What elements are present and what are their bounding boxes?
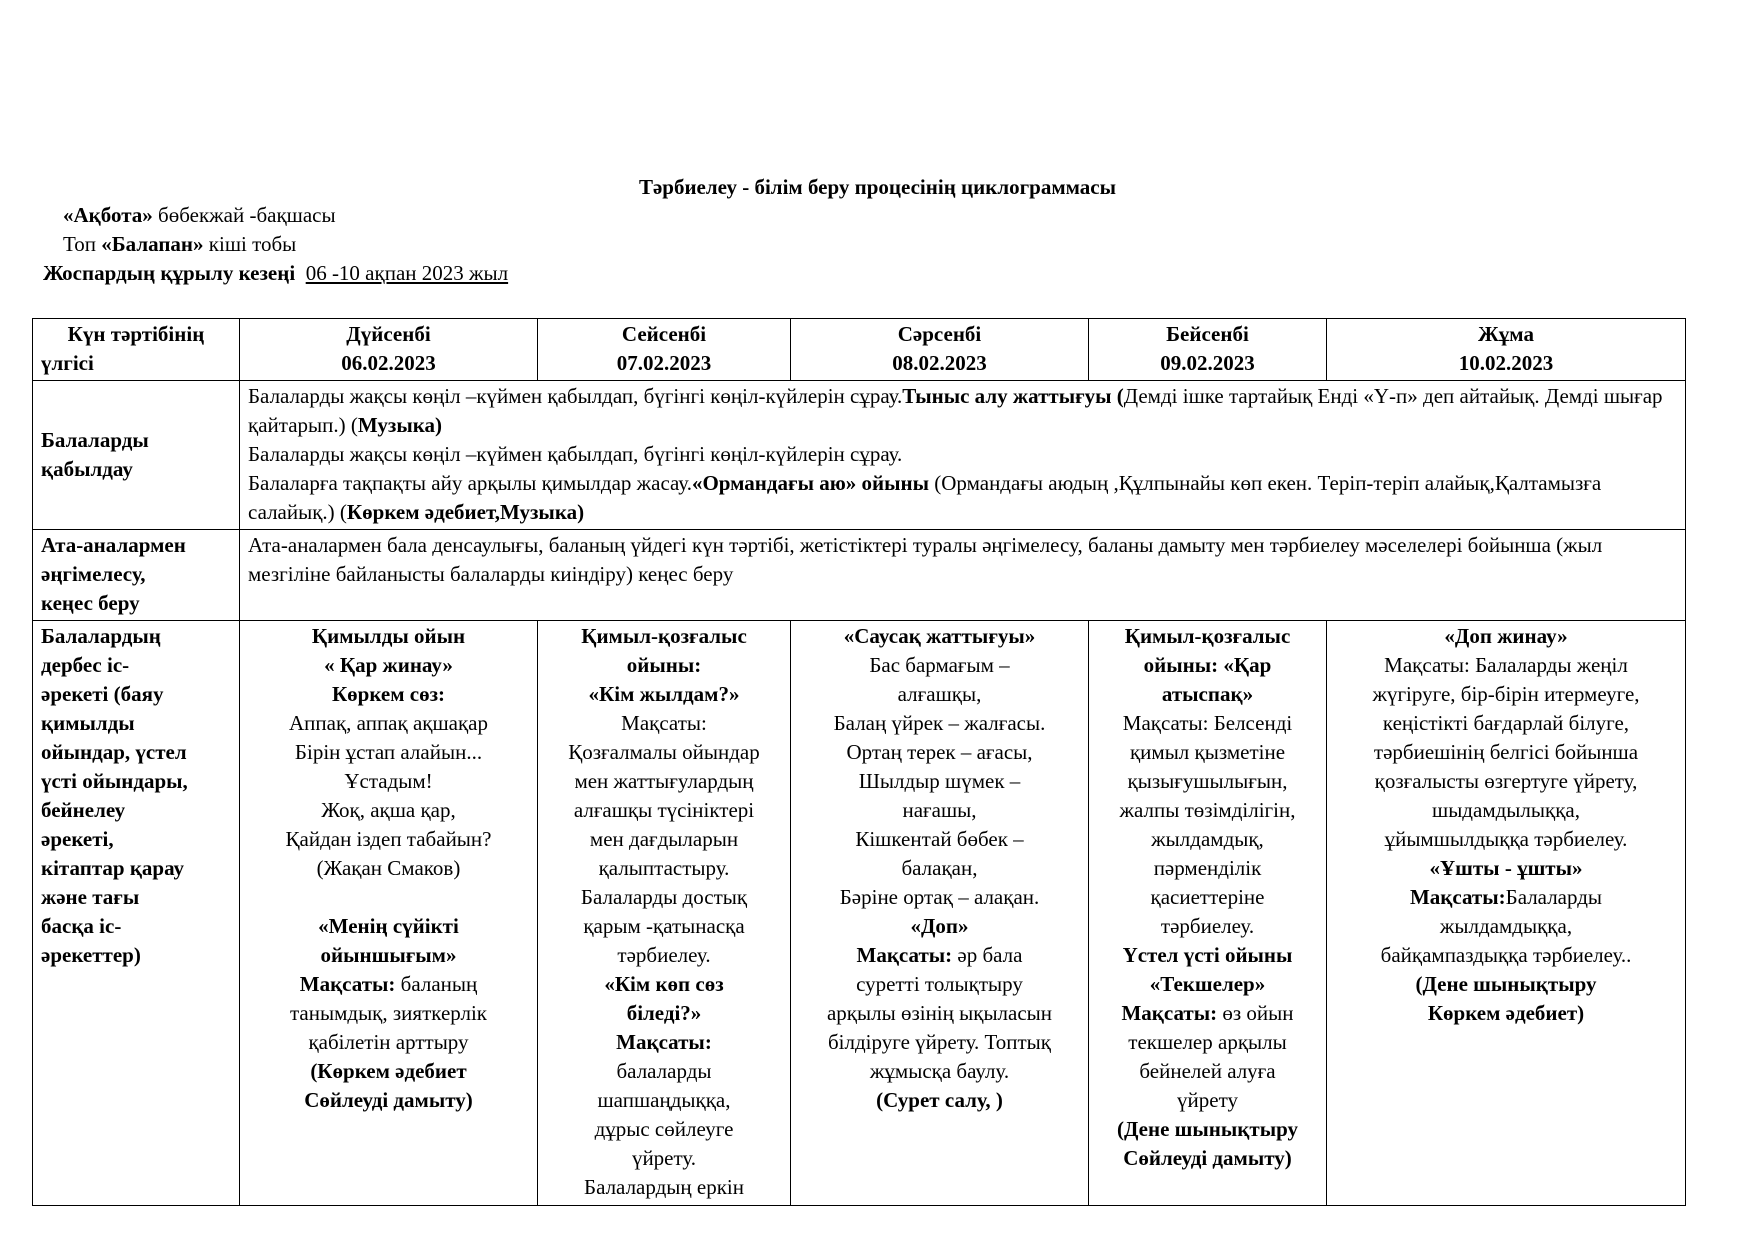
subject-area: (Дене шынықтыру bbox=[1116, 1117, 1299, 1141]
subject-area: (Дене шынықтыру bbox=[1415, 972, 1597, 996]
goal-label: Мақсаты: bbox=[856, 943, 953, 967]
kindergarten-suffix: бөбекжай -бақшасы bbox=[152, 203, 336, 227]
text-line: ұйымшылдыққа тәрбиелеу. bbox=[1384, 827, 1628, 851]
subject-area: Сөйлеуді дамыту) bbox=[1123, 1146, 1292, 1170]
text-line: Қозғалмалы ойындар bbox=[568, 740, 760, 764]
activities-thursday bbox=[1089, 621, 1327, 1206]
poem-line: Кішкентай бөбек – bbox=[855, 827, 1024, 851]
goal-label: Мақсаты: bbox=[616, 1030, 712, 1054]
group-suffix: кіші тобы bbox=[203, 232, 297, 256]
poem-line: Бірін ұстап алайын... bbox=[294, 740, 483, 764]
activity-title: «Доп» bbox=[910, 914, 969, 938]
text-line: қозғалысты өзгертуге үйрету, bbox=[1374, 769, 1638, 793]
group-line bbox=[63, 232, 296, 257]
activities-row bbox=[33, 621, 1686, 1206]
row-head-line: қабылдау bbox=[41, 456, 133, 481]
poem-line: нағашы, bbox=[902, 798, 977, 822]
row-head-line: бейнелеу bbox=[41, 798, 126, 822]
subject-area: (Сурет салу, ) bbox=[876, 1088, 1003, 1112]
day-name: Жұма bbox=[1478, 322, 1534, 346]
parents-content bbox=[240, 530, 1686, 621]
goal-line: текшелер арқылы bbox=[1128, 1030, 1287, 1054]
row-head-line: әрекеттер) bbox=[41, 943, 141, 967]
text-line: қасиеттеріне bbox=[1150, 885, 1265, 909]
text-line: кеңістікті бағдарлай білуге, bbox=[1382, 711, 1630, 735]
goal-line: үйрету bbox=[1177, 1088, 1238, 1112]
parents-row-head bbox=[33, 530, 240, 621]
activities-wednesday bbox=[791, 621, 1089, 1206]
text-line: шапшаңдыққа, bbox=[597, 1088, 731, 1112]
goal-text: Балаларды bbox=[1505, 885, 1603, 909]
activity-title: ойыншығым» bbox=[320, 943, 457, 967]
reception-para-2: Балаларды жақсы көңіл –күймен қабылдап, бүгінгі көңіл-күйлерін сұрау. bbox=[248, 442, 903, 466]
text-line: қарым -қатынасқа bbox=[583, 914, 745, 938]
day-name: Бейсенбі bbox=[1166, 322, 1249, 346]
text-line: жылдамдық, bbox=[1151, 827, 1264, 851]
text-run: Балаларға тақпақты айу арқылы қимылдар жасау. bbox=[248, 471, 692, 495]
text-line: қалыптастыру. bbox=[598, 856, 730, 880]
day-date: 07.02.2023 bbox=[616, 351, 712, 375]
header-line: үлгісі bbox=[41, 351, 94, 375]
goal-text: баланың bbox=[395, 972, 478, 996]
text-run: Демді ішке тартайық Енді «Ү-п» деп айтайық. Демді шығар қайтарып.) ( bbox=[248, 384, 1663, 437]
goal-label: Мақсаты: bbox=[1409, 885, 1506, 909]
activity-title: атыспақ» bbox=[1161, 682, 1254, 706]
schedule-table bbox=[32, 318, 1686, 1206]
row-head-line: қимылды bbox=[41, 711, 135, 735]
text-line: Мақсаты: Балаларды жеңіл bbox=[1384, 653, 1628, 677]
text-line: қызығушылығын, bbox=[1127, 769, 1288, 793]
goal-line bbox=[799, 941, 1080, 970]
activity-title: Қимылды ойын bbox=[311, 624, 466, 648]
goal-line bbox=[248, 970, 529, 999]
reception-content bbox=[240, 381, 1686, 530]
activities-monday bbox=[240, 621, 538, 1206]
goal-line: бейнелей алуға bbox=[1139, 1059, 1276, 1083]
spacer bbox=[248, 883, 529, 912]
day-date: 09.02.2023 bbox=[1160, 351, 1255, 375]
row-head-line: әрекеті (баяу bbox=[41, 682, 164, 706]
activity-title: «Менің сүйікті bbox=[318, 914, 459, 938]
text-line: алғашқы түсініктері bbox=[573, 798, 755, 822]
group-prefix: Топ bbox=[63, 232, 102, 256]
header-schedule bbox=[33, 319, 240, 381]
day-date: 06.02.2023 bbox=[341, 351, 436, 375]
text-line: Мақсаты: bbox=[621, 711, 707, 735]
text-line: Мақсаты: Белсенді bbox=[1122, 711, 1293, 735]
row-head-line: Ата-аналармен bbox=[41, 533, 186, 557]
activity-title: Қимыл-қозғалыс bbox=[581, 624, 747, 648]
text-line: дұрыс сөйлеуге bbox=[594, 1117, 734, 1141]
poem-line: балақан, bbox=[901, 856, 978, 880]
text-line: балаларды bbox=[616, 1059, 712, 1083]
poem-line: Бәріне ортақ – алақан. bbox=[839, 885, 1040, 909]
poem-line: Аппақ, аппақ ақшақар bbox=[289, 711, 488, 735]
activity-title: «Текшелер» bbox=[1149, 972, 1266, 996]
text-line: жалпы төзімділігін, bbox=[1119, 798, 1296, 822]
day-date: 10.02.2023 bbox=[1458, 351, 1554, 375]
activity-title: «Кім жылдам?» bbox=[588, 682, 740, 706]
activity-title: ойыны: bbox=[626, 653, 702, 677]
reception-para-3 bbox=[248, 469, 1677, 527]
goal-line: арқылы өзінің ықыласын bbox=[826, 1001, 1053, 1025]
period-line bbox=[43, 261, 508, 286]
goal-line: білдіруге үйрету. Топтық bbox=[828, 1030, 1051, 1054]
row-head-line: үсті ойындары, bbox=[41, 769, 188, 793]
activity-title: «Саусақ жаттығуы» bbox=[843, 624, 1036, 648]
poem-line: Қайдан іздеп табайын? bbox=[285, 827, 492, 851]
text-line: Балалардың еркін bbox=[584, 1175, 744, 1199]
goal-label: Мақсаты: bbox=[299, 972, 396, 996]
header-day-thursday bbox=[1089, 319, 1327, 381]
poem-line: Жоқ, ақша қар, bbox=[321, 798, 456, 822]
goal-line: суретті толықтыру bbox=[856, 972, 1023, 996]
activities-tuesday bbox=[538, 621, 791, 1206]
activity-title: « Қар жинау» bbox=[324, 653, 453, 677]
page-title: Тәрбиелеу - білім беру процесінің циклограммасы bbox=[638, 175, 1117, 199]
activity-title: «Доп жинау» bbox=[1444, 624, 1568, 648]
poem-author: (Жақан Смаков) bbox=[316, 856, 461, 880]
text-run-bold: Тыныс алу жаттығуы ( bbox=[902, 384, 1124, 408]
row-head-line: ойындар, үстел bbox=[41, 740, 187, 764]
goal-text: әр бала bbox=[952, 943, 1023, 967]
subject-area: Сөйлеуді дамыту) bbox=[304, 1088, 473, 1112]
row-head-line: әрекеті, bbox=[41, 827, 114, 851]
activities-row-head bbox=[33, 621, 240, 1206]
header-day-tuesday bbox=[538, 319, 791, 381]
row-head-line: кеңес беру bbox=[41, 591, 140, 615]
subject-area: (Көркем әдебиет bbox=[310, 1059, 467, 1083]
text-line: шыдамдылыққа, bbox=[1432, 798, 1580, 822]
parents-row bbox=[33, 530, 1686, 621]
header-day-friday bbox=[1327, 319, 1686, 381]
reception-row-head bbox=[33, 381, 240, 530]
text-run: Балаларды жақсы көңіл –күймен қабылдап, бүгінгі көңіл-күйлерін сұрау. bbox=[248, 384, 903, 408]
activities-friday bbox=[1327, 621, 1686, 1206]
row-head-line: және тағы bbox=[41, 885, 140, 909]
text-line: жүгіруге, бір-бірін итермеуге, bbox=[1372, 682, 1640, 706]
reception-row bbox=[33, 381, 1686, 530]
activity-title: «Кім көп сөз bbox=[604, 972, 724, 996]
goal-label: Мақсаты: bbox=[1121, 1001, 1218, 1025]
activity-title: ойыны: «Қар bbox=[1143, 653, 1272, 677]
row-head-line: басқа іс- bbox=[41, 914, 122, 938]
period-value: 06 -10 ақпан 2023 жыл bbox=[305, 261, 509, 285]
kindergarten-name: «Ақбота» bbox=[63, 203, 153, 227]
header-line: Күн тәртібінің bbox=[67, 322, 205, 346]
activity-title: Қимыл-қозғалыс bbox=[1124, 624, 1291, 648]
header-day-monday bbox=[240, 319, 538, 381]
goal-line: танымдық, зияткерлік bbox=[290, 1001, 487, 1025]
goal-line bbox=[1097, 999, 1318, 1028]
activity-label: Көркем сөз: bbox=[331, 682, 446, 706]
poem-line: Ортаң терек – ағасы, bbox=[846, 740, 1033, 764]
text-line: пәрменділік bbox=[1153, 856, 1262, 880]
text-run-bold: Музыка) bbox=[357, 413, 443, 437]
text-line: тәрбиелеу. bbox=[617, 943, 711, 967]
text-line: Балаларды достық bbox=[580, 885, 748, 909]
text-line: тәрбиешінің белгісі бойынша bbox=[1373, 740, 1639, 764]
poem-line: Ұстадым! bbox=[344, 769, 433, 793]
goal-text: өз ойын bbox=[1217, 1001, 1294, 1025]
row-head-line: Балаларды bbox=[41, 427, 149, 452]
group-name: «Балапан» bbox=[101, 232, 204, 256]
day-name: Сейсенбі bbox=[621, 322, 707, 346]
text-line: мен жаттығулардың bbox=[574, 769, 754, 793]
header-day-wednesday bbox=[791, 319, 1089, 381]
activity-title: «Ұшты - ұшты» bbox=[1429, 856, 1583, 880]
row-head-line: Балалардың bbox=[41, 624, 161, 648]
poem-line: Бас бармағым – bbox=[869, 653, 1010, 677]
text-line: тәрбиелеу. bbox=[1160, 914, 1255, 938]
day-name: Сәрсенбі bbox=[897, 322, 982, 346]
text-run-bold: «Ормандағы аю» ойыны bbox=[691, 471, 930, 495]
reception-para-1 bbox=[248, 382, 1677, 440]
poem-line: Шылдыр шүмек – bbox=[858, 769, 1021, 793]
poem-line: алғашқы, bbox=[897, 682, 982, 706]
text-line: мен дағдыларын bbox=[589, 827, 739, 851]
goal-line: жұмысқа баулу. bbox=[869, 1059, 1010, 1083]
text-line: қимыл қызметіне bbox=[1129, 740, 1286, 764]
text-run-bold: Көркем әдебиет,Музыка) bbox=[346, 500, 585, 524]
activity-title: Үстел үсті ойыны bbox=[1122, 943, 1293, 967]
goal-line: қабілетін арттыру bbox=[308, 1030, 469, 1054]
goal-line: байқампаздыққа тәрбиелеу.. bbox=[1380, 943, 1632, 967]
row-head-line: әңгімелесу, bbox=[41, 562, 146, 586]
row-head-line: дербес іс- bbox=[41, 653, 130, 677]
parents-text: Ата-аналармен бала денсаулығы, баланың үйдегі күн тәртібі, жетістіктері туралы әңгімелесу, баланы дамыту мен тәрбиелеу мәселелері бойынша (жыл мезгіліне байланысты балаларды киіндіру) кеңес беру bbox=[248, 533, 1603, 586]
row-head-line: кітаптар қарау bbox=[41, 856, 185, 880]
goal-line bbox=[1335, 883, 1677, 912]
period-label: Жоспардың құрылу кезеңі bbox=[43, 261, 296, 285]
text-line: үйрету. bbox=[631, 1146, 697, 1170]
day-date: 08.02.2023 bbox=[892, 351, 987, 375]
header-row bbox=[33, 319, 1686, 381]
activity-title: біледі?» bbox=[626, 1001, 702, 1025]
text-run: (Ормандағы аюдың ,Құлпынайы көп екен. Теріп-теріп алайық,Қалтамызға салайық.) ( bbox=[248, 471, 1602, 524]
subject-area: Көркем әдебиет) bbox=[1427, 1001, 1585, 1025]
poem-line: Балаң үйрек – жалғасы. bbox=[833, 711, 1046, 735]
goal-line: жылдамдыққа, bbox=[1439, 914, 1573, 938]
kindergarten-line bbox=[63, 203, 336, 228]
day-name: Дүйсенбі bbox=[346, 322, 431, 346]
